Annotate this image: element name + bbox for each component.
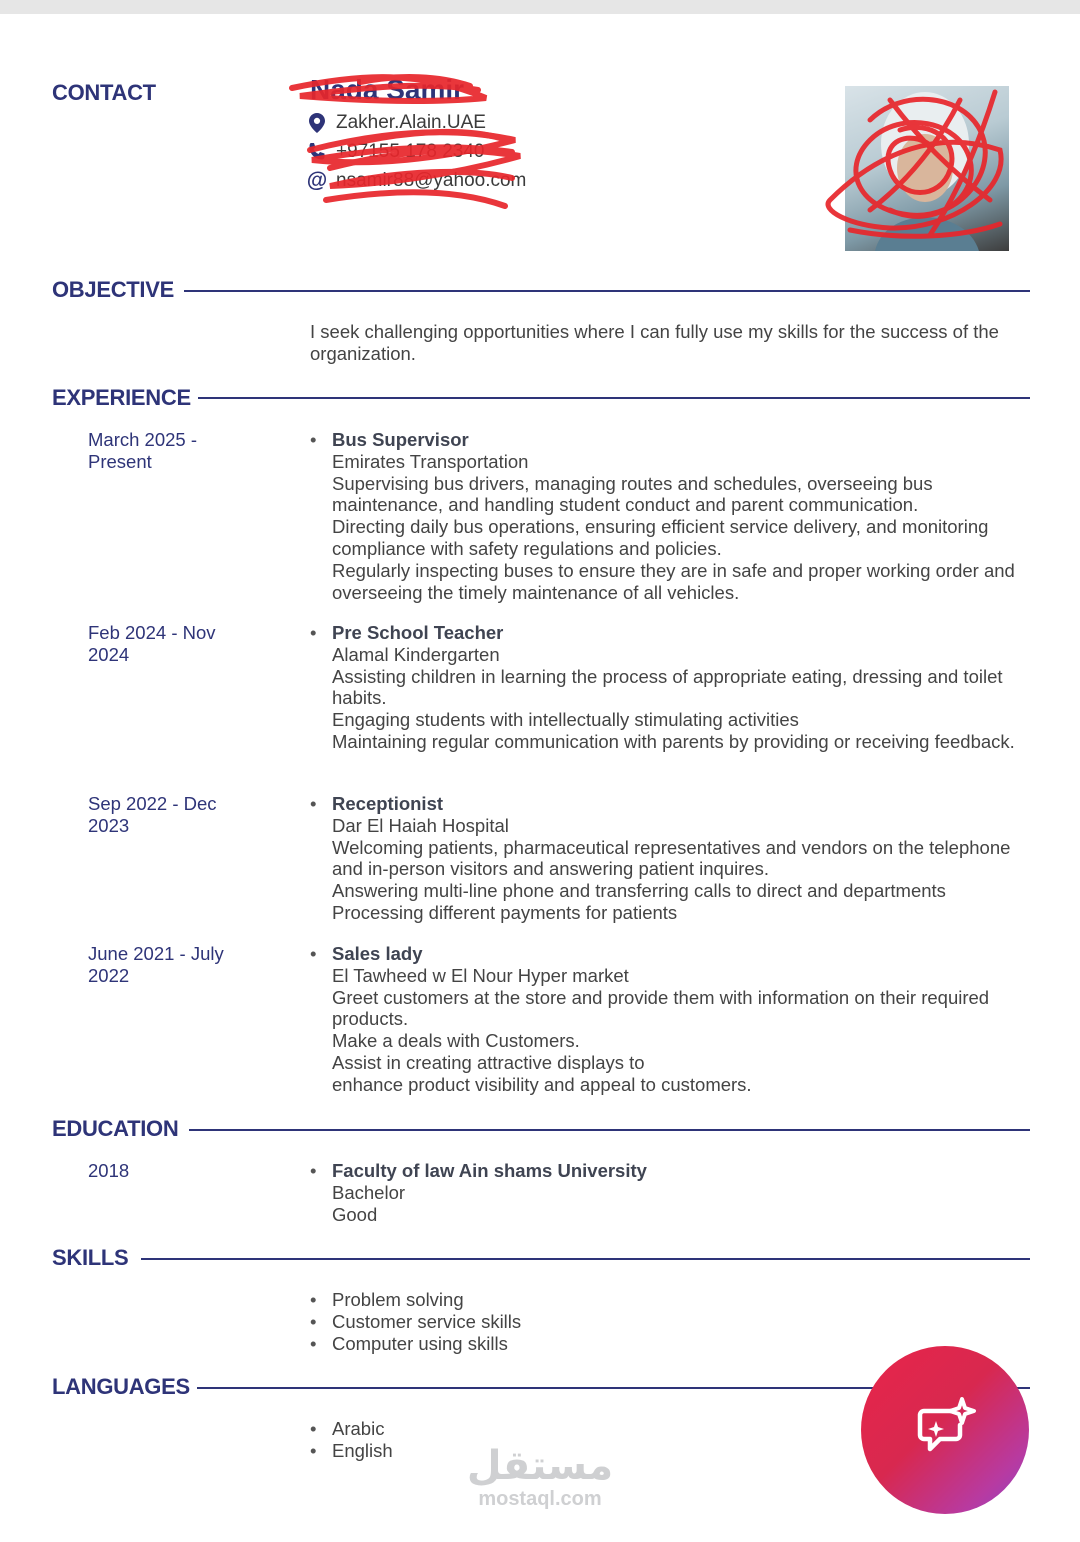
ai-chat-button[interactable] (861, 1346, 1029, 1514)
duty-line: Supervising bus drivers, managing routes and schedules, overseeing bus maintenance, and handling student conduct and parent communication. (332, 472, 933, 516)
email-text: nsamir88@yahoo.com (336, 170, 527, 191)
duty-line: Greet customers at the store and provide them with information on their required products. (332, 986, 990, 1030)
job-title: • Bus Supervisor (310, 429, 1032, 451)
experience-entry (310, 429, 1032, 603)
candidate-name: Nada Samir (310, 74, 465, 105)
job-title: • Sales lady (310, 943, 1032, 965)
duty-line: Make a deals with Customers. (332, 1030, 580, 1052)
company-name: El Tawheed w El Nour Hyper market (332, 964, 629, 986)
skill-item: • Computer using skills (310, 1333, 521, 1355)
duty-line: enhance product visibility and appeal to customers. (332, 1073, 752, 1095)
duty-line: Assist in creating attractive displays to (332, 1051, 645, 1073)
duty-line: Engaging students with intellectually stimulating activities (332, 709, 799, 731)
skills-heading: SKILLS (52, 1245, 129, 1270)
experience-entry (310, 622, 1032, 753)
objective-text: I seek challenging opportunities where I can fully use my skills for the success of the organization. (310, 321, 999, 364)
top-bar (0, 0, 1080, 14)
experience-date: Sep 2022 - Dec 2023 (88, 793, 217, 836)
location-pin-icon (306, 112, 328, 134)
location-text: Zakher.Alain.UAE (336, 112, 486, 133)
language-item: • Arabic (310, 1418, 393, 1440)
duty-line: Welcoming patients, pharmaceutical representatives and vendors on the telephone and in-person visitors and answering patient inquires. (332, 836, 1011, 880)
experience-entry (310, 793, 1032, 924)
objective-heading: OBJECTIVE (52, 277, 174, 302)
experience-date: Feb 2024 - Nov 2024 (88, 622, 216, 665)
education-title: • Faculty of law Ain shams University (310, 1160, 1032, 1182)
skills-list (310, 1289, 521, 1355)
duty-line: Regularly inspecting buses to ensure they are in safe and proper working order and overseeing the timely maintenance of all vehicles. (332, 559, 1015, 603)
contact-phone (306, 141, 484, 163)
skills-divider (141, 1258, 1030, 1260)
skill-item: • Customer service skills (310, 1311, 521, 1333)
experience-heading: EXPERIENCE (52, 385, 191, 410)
duty-line: Maintaining regular communication with parents by providing or receiving feedback. (332, 730, 1015, 752)
job-title: • Pre School Teacher (310, 622, 1032, 644)
skill-item: • Problem solving (310, 1289, 521, 1311)
education-date: 2018 (88, 1160, 130, 1181)
education-degree: Bachelor (332, 1181, 406, 1203)
job-title: • Receptionist (310, 793, 1032, 815)
ai-chat-sparkle-icon (910, 1393, 980, 1468)
experience-entry (310, 943, 1032, 1096)
profile-photo (845, 86, 1009, 251)
duty-line: Directing daily bus operations, ensuring efficient service delivery, and monitoring compliance with safety regulations and policies. (332, 516, 989, 559)
education-divider (189, 1129, 1030, 1131)
duty-line: Assisting children in learning the process of appropriate eating, dressing and toilet habits. (332, 665, 1003, 709)
education-entry (310, 1160, 1032, 1225)
education-grade: Good (332, 1203, 378, 1225)
experience-date: June 2021 - July 2022 (88, 943, 224, 986)
phone-text: +97155 178 2340 (336, 141, 485, 162)
experience-date: March 2025 - Present (88, 429, 197, 472)
watermark-latin: mostaql.com (478, 1488, 602, 1510)
duty-line: Answering multi-line phone and transferring calls to direct and departments (332, 880, 946, 902)
contact-heading: CONTACT (52, 80, 156, 105)
contact-email (306, 170, 526, 192)
objective-divider (184, 290, 1030, 292)
company-name: Dar El Haiah Hospital (332, 814, 509, 836)
company-name: Alamal Kindergarten (332, 643, 500, 665)
education-heading: EDUCATION (52, 1116, 179, 1141)
contact-location (306, 112, 486, 134)
mostaql-watermark (450, 1444, 630, 1510)
at-sign-icon: @ (306, 169, 328, 192)
company-name: Emirates Transportation (332, 450, 529, 472)
watermark-arabic: مستقل (466, 1443, 614, 1489)
duty-line: Processing different payments for patients (332, 901, 678, 923)
phone-icon (306, 141, 328, 163)
language-item: • English (310, 1440, 393, 1462)
experience-divider (198, 397, 1030, 399)
languages-heading: LANGUAGES (52, 1374, 190, 1399)
languages-list (310, 1418, 393, 1462)
